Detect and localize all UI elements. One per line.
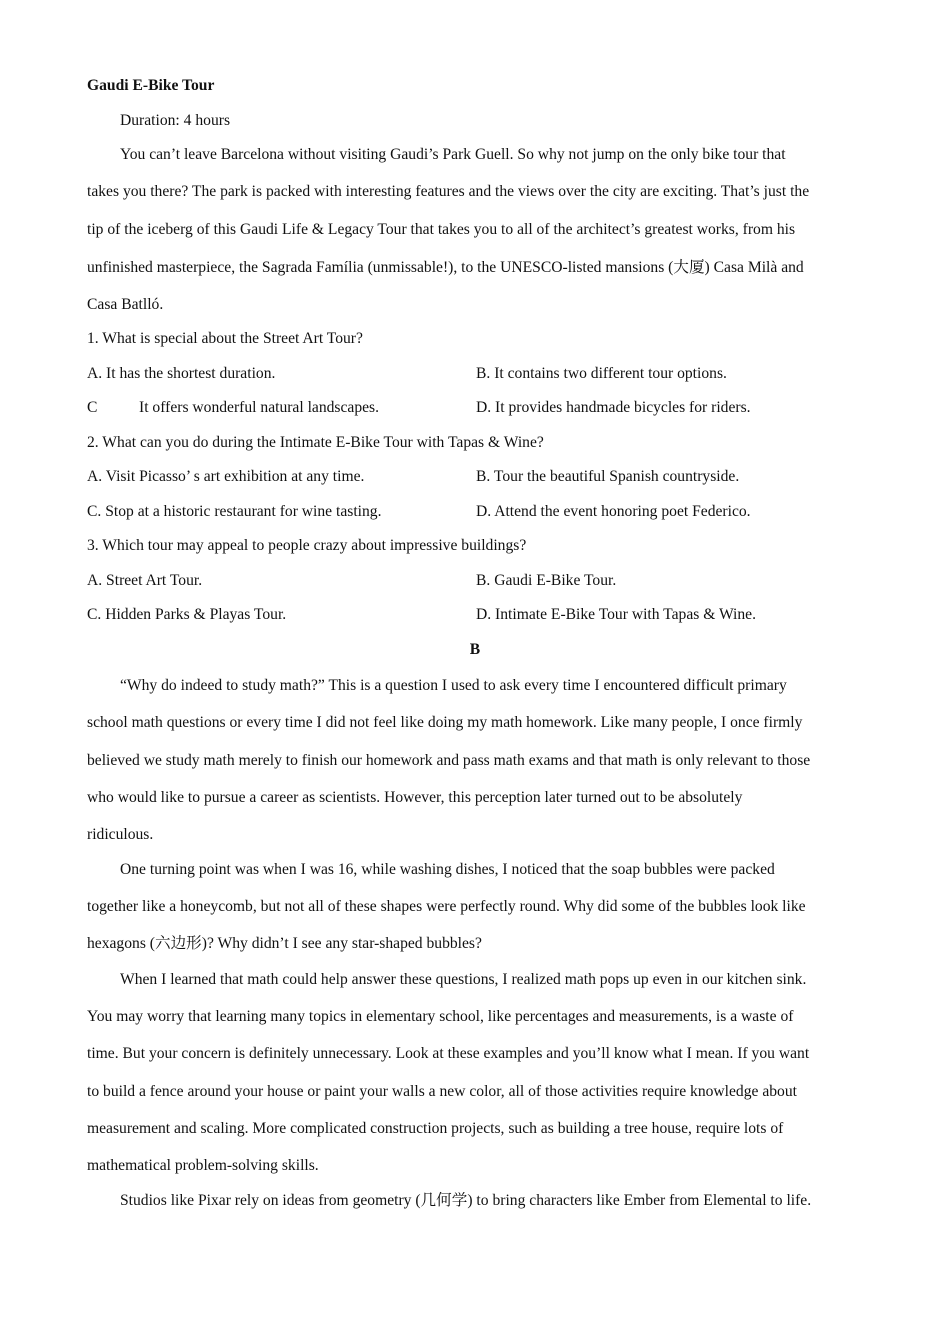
paragraph-line: time. But your concern is definitely unnecessary. Look at these examples and you’ll know what I mean. If you want <box>87 1045 810 1062</box>
paragraph-line: “Why do indeed to study math?” This is a question I used to ask every time I encountered difficult primary <box>120 677 787 694</box>
paragraph-line: When I learned that math could help answer these questions, I realized math pops up even in our kitchen sink. <box>120 971 807 988</box>
passage-duration: Duration: 4 hours <box>120 112 231 129</box>
passage-line: unfinished masterpiece, the Sagrada Família (unmissable!), to the UNESCO-listed mansions (大厦) Casa Milà and <box>87 259 804 276</box>
paragraph-line: Studios like Pixar rely on ideas from geometry (几何学) to bring characters like Ember from Elemental to life. <box>120 1192 812 1209</box>
paragraph-line: ridiculous. <box>87 826 154 843</box>
section-heading: B <box>469 641 481 658</box>
question-stem: 3. Which tour may appeal to people crazy about impressive buildings? <box>87 537 527 554</box>
passage-line: You can’t leave Barcelona without visiting Gaudi’s Park Guell. So why not jump on the only bike tour that <box>120 146 786 163</box>
option-a: A. Street Art Tour. <box>87 572 203 589</box>
option-d: D. Attend the event honoring poet Federico. <box>476 503 751 520</box>
option-d: D. It provides handmade bicycles for riders. <box>476 399 751 416</box>
paragraph-line: to build a fence around your house or paint your walls a new color, all of those activities require knowledge about <box>87 1083 797 1100</box>
paragraph-line: believed we study math merely to finish our homework and pass math exams and that math is only relevant to those <box>87 752 811 769</box>
option-b: B. Tour the beautiful Spanish countryside. <box>476 468 740 485</box>
option-c-letter: C <box>87 399 98 416</box>
paragraph-line: One turning point was when I was 16, while washing dishes, I noticed that the soap bubbles were packed <box>120 861 775 878</box>
paragraph-line: school math questions or every time I did not feel like doing my math homework. Like many people, I once firmly <box>87 714 803 731</box>
paragraph-line: who would like to pursue a career as scientists. However, this perception later turned out to be absolutely <box>87 789 743 806</box>
passage-line: tip of the iceberg of this Gaudi Life & Legacy Tour that takes you to all of the architect’s greatest works, from his <box>87 221 796 238</box>
passage-title: Gaudi E-Bike Tour <box>87 77 215 94</box>
option-d: D. Intimate E-Bike Tour with Tapas & Wine. <box>476 606 756 623</box>
question-stem: 1. What is special about the Street Art Tour? <box>87 330 363 347</box>
option-c: C. Stop at a historic restaurant for wine tasting. <box>87 503 382 520</box>
option-c: It offers wonderful natural landscapes. <box>139 399 380 416</box>
paragraph-line: mathematical problem-solving skills. <box>87 1157 319 1174</box>
paragraph-line: measurement and scaling. More complicated construction projects, such as building a tree house, require lots of <box>87 1120 784 1137</box>
paragraph-line: together like a honeycomb, but not all of these shapes were perfectly round. Why did some of the bubbles look like <box>87 898 806 915</box>
question-stem: 2. What can you do during the Intimate E-Bike Tour with Tapas & Wine? <box>87 434 544 451</box>
option-a: A. Visit Picasso’ s art exhibition at any time. <box>87 468 365 485</box>
paragraph-line: You may worry that learning many topics in elementary school, like percentages and measurements, is a waste of <box>87 1008 794 1025</box>
option-c: C. Hidden Parks & Playas Tour. <box>87 606 287 623</box>
paragraph-line: hexagons (六边形)? Why didn’t I see any star-shaped bubbles? <box>87 935 482 952</box>
passage-line: Casa Batlló. <box>87 296 164 313</box>
option-a: A. It has the shortest duration. <box>87 365 276 382</box>
option-b: B. Gaudi E-Bike Tour. <box>476 572 617 589</box>
passage-line: takes you there? The park is packed with interesting features and the views over the city are exciting. That’s just the <box>87 183 810 200</box>
option-b: B. It contains two different tour options. <box>476 365 727 382</box>
